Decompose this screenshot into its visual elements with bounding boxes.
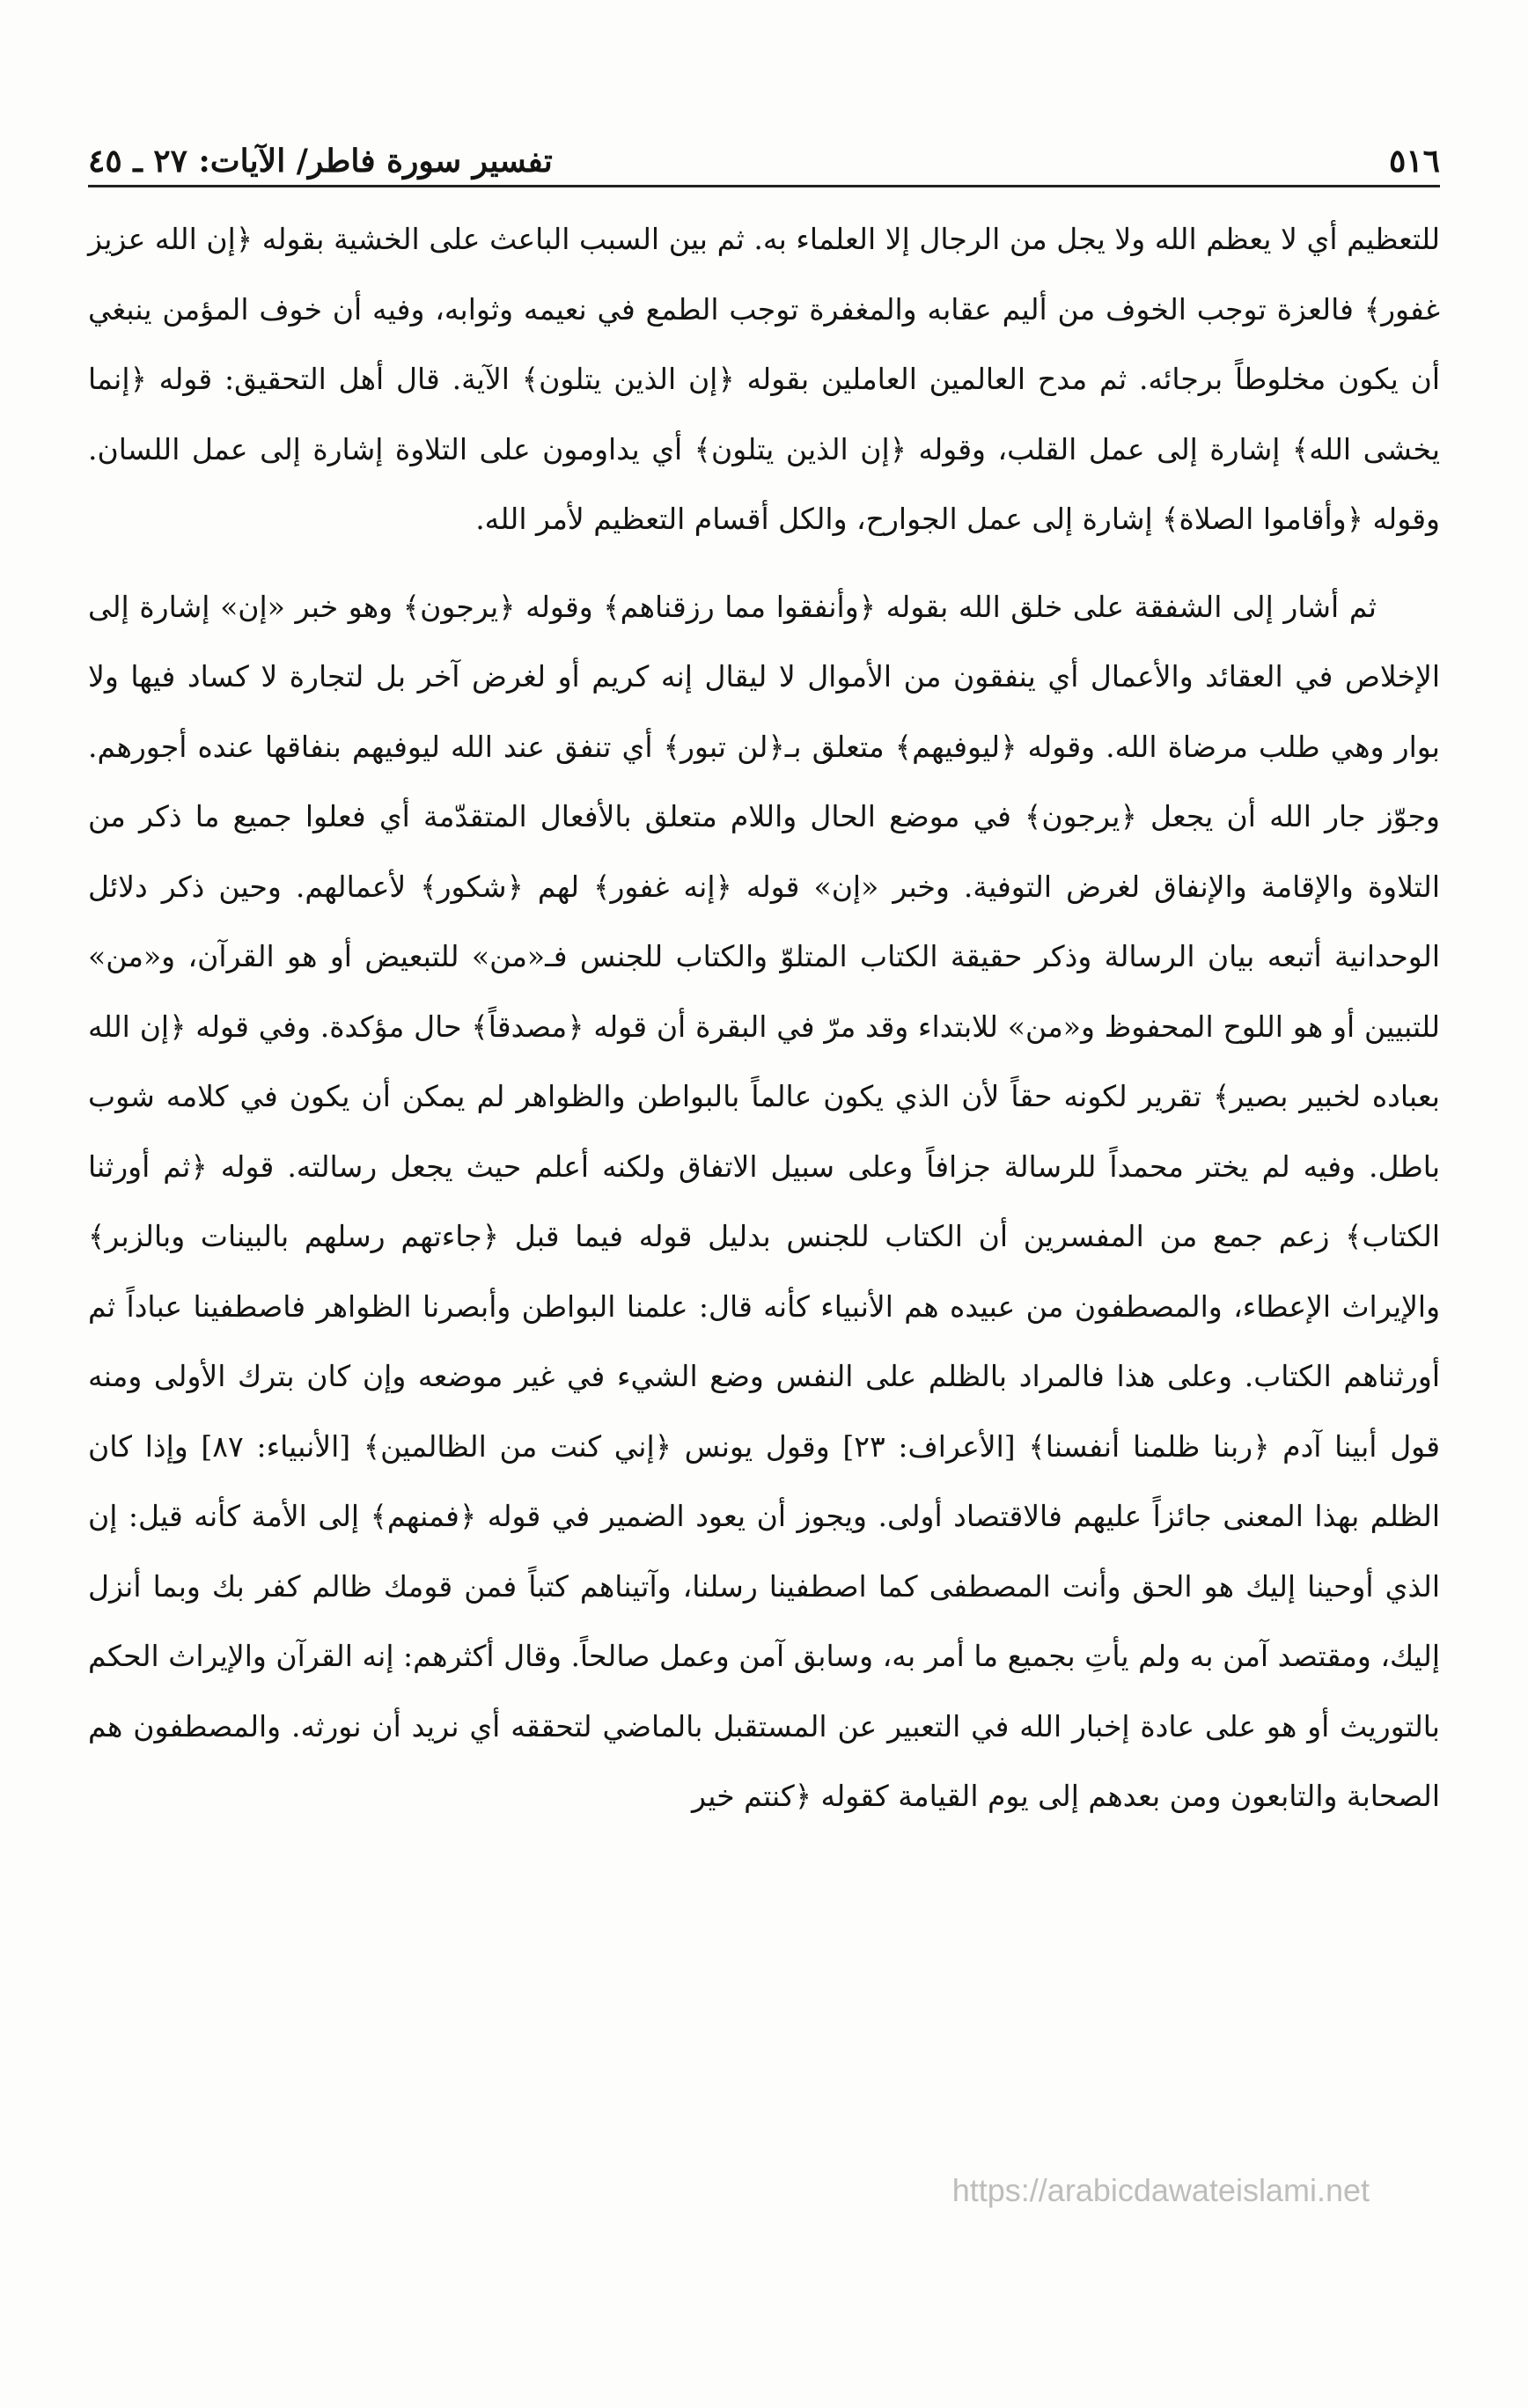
- header-divider: [88, 185, 1440, 187]
- paragraph-2: ثم أشار إلى الشفقة على خلق الله بقوله ﴿وأنفقوا مما رزقناهم﴾ وقوله ﴿يرجون﴾ وهو خبر «إن» إشارة إلى الإخلاص في العقائد والأعمال أي ينفقون من الأموال لا ليقال إنه كريم أو لغرض آخر بل لتجارة لا كساد فيها ولا بوار وهي طلب مرضاة الله. وقوله ﴿ليوفيهم﴾ متعلق بـ﴿لن تبور﴾ أي تنفق عند الله ليوفيهم بنفاقها عنده أجورهم. وجوّز جار الله أن يجعل ﴿يرجون﴾ في موضع الحال واللام متعلق بالأفعال المتقدّمة أي فعلوا جميع ما ذكر من التلاوة والإقامة والإنفاق لغرض التوفية. وخبر «إن» قوله ﴿إنه غفور﴾ لهم ﴿شكور﴾ لأعمالهم. وحين ذكر دلائل الوحدانية أتبعه بيان الرسالة وذكر حقيقة الكتاب المتلوّ والكتاب للجنس فـ«من» للتبعيض أو هو القرآن، و«من» للتبيين أو هو اللوح المحفوظ و«من» للابتداء وقد مرّ في البقرة أن قوله ﴿مصدقاً﴾ حال مؤكدة. وفي قوله ﴿إن الله بعباده لخبير بصير﴾ تقرير لكونه حقاً لأن الذي يكون عالماً بالبواطن والظواهر لم يمكن أن يكون في كلامه شوب باطل. وفيه لم يختر محمداً للرسالة جزافاً وعلى سبيل الاتفاق ولكنه أعلم حيث يجعل رسالته. قوله ﴿ثم أورثنا الكتاب﴾ زعم جمع من المفسرين أن الكتاب للجنس بدليل قوله فيما قبل ﴿جاءتهم رسلهم بالبينات وبالزبر﴾ والإيراث الإعطاء، والمصطفون من عبيده هم الأنبياء كأنه قال: علمنا البواطن وأبصرنا الظواهر فاصطفينا عباداً ثم أورثناهم الكتاب. وعلى هذا فالمراد بالظلم على النفس وضع الشيء في غير موضعه وإن كان بترك الأولى ومنه قول أبينا آدم ﴿ربنا ظلمنا أنفسنا﴾ [الأعراف: ٢٣] وقول يونس ﴿إني كنت من الظالمين﴾ [الأنبياء: ٨٧] وإذا كان الظلم بهذا المعنى جائزاً عليهم فالاقتصاد أولى. ويجوز أن يعود الضمير في قوله ﴿فمنهم﴾ إلى الأمة كأنه قيل: إن الذي أوحينا إليك هو الحق وأنت المصطفى كما اصطفينا رسلنا، وآتيناهم كتباً فمن قومك ظالم كفر بك وبما أنزل إليك، ومقتصد آمن به ولم يأتِ بجميع ما أمر به، وسابق آمن وعمل صالحاً. وقال أكثرهم: إنه القرآن والإيراث الحكم بالتوريث أو هو على عادة إخبار الله في التعبير عن المستقبل بالماضي لتحققه أي نريد أن نورثه. والمصطفون هم الصحابة والتابعون ومن بعدهم إلى يوم القيامة كقوله ﴿كنتم خير: [88, 589, 1440, 1813]
- page-header: [88, 123, 1440, 180]
- body-text: [88, 204, 1440, 1832]
- running-title: تفسير سورة فاطر/ الآيات: ٢٧ ـ ٤٥: [88, 143, 553, 180]
- paragraph-1: للتعظيم أي لا يعظم الله ولا يجل من الرجال إلا العلماء به. ثم بين السبب الباعث على الخشية بقوله ﴿إن الله عزيز غفور﴾ فالعزة توجب الخوف من أليم عقابه والمغفرة توجب الطمع في نعيمه وثوابه، وفيه أن خوف المؤمن ينبغي أن يكون مخلوطاً برجائه. ثم مدح العالمين العاملين بقوله ﴿إن الذين يتلون﴾ الآية. قال أهل التحقيق: قوله ﴿إنما يخشى الله﴾ إشارة إلى عمل القلب، وقوله ﴿إن الذين يتلون﴾ أي يداومون على التلاوة إشارة إلى عمل اللسان. وقوله ﴿وأقاموا الصلاة﴾ إشارة إلى عمل الجوارح، والكل أقسام التعظيم لأمر الله.: [88, 222, 1440, 536]
- watermark-url: https://arabicdawateislami.net: [951, 2172, 1370, 2208]
- page-number: ٥١٦: [1388, 143, 1440, 180]
